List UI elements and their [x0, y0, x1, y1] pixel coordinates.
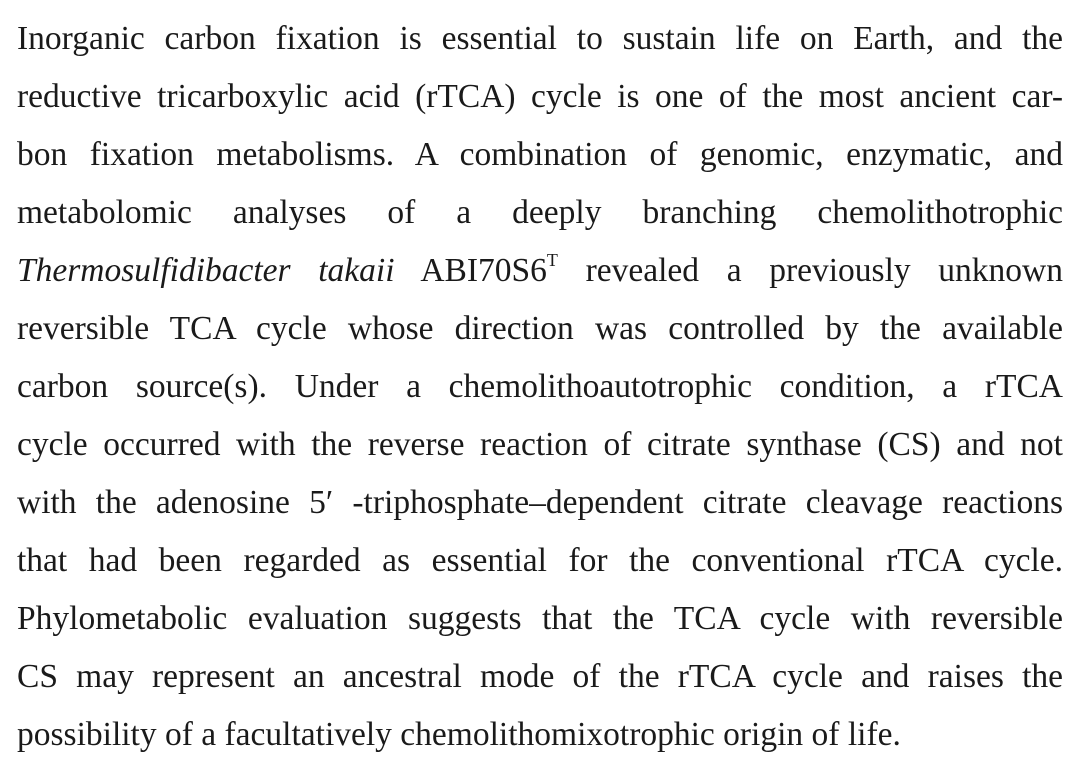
- abstract-paragraph: [17, 10, 1063, 764]
- type-strain-superscript: T: [546, 250, 558, 270]
- abstract-line: cycle occurred with the reverse reaction of citrate synthase (CS) and not: [17, 426, 1063, 463]
- abstract-line: CS may represent an ancestral mode of the rTCA cycle and raises the: [17, 658, 1063, 695]
- abstract-line: Inorganic carbon fixation is essential to sustain life on Earth, and the: [17, 20, 1063, 57]
- abstract-line-text: revealed a previously unknown: [585, 252, 1063, 289]
- abstract-line: reversible TCA cycle whose direction was controlled by the available: [17, 310, 1063, 347]
- abstract-line: [17, 242, 1063, 300]
- strain-name: ABI70S6: [420, 252, 547, 289]
- species-name: Thermosulfidibacter takaii: [17, 252, 395, 289]
- abstract-line: with the adenosine 5′ -triphosphate–dependent citrate cleavage reactions: [17, 484, 1063, 521]
- abstract-line: bon fixation metabolisms. A combination of genomic, enzymatic, and: [17, 136, 1063, 173]
- abstract-line: that had been regarded as essential for the conventional rTCA cycle.: [17, 542, 1063, 579]
- abstract-line: metabolomic analyses of a deeply branching chemolithotrophic: [17, 194, 1063, 231]
- abstract-line: Phylometabolic evaluation suggests that the TCA cycle with reversible: [17, 600, 1063, 637]
- abstract-line: carbon source(s). Under a chemolithoautotrophic condition, a rTCA: [17, 368, 1063, 405]
- abstract-line: possibility of a facultatively chemolithomixotrophic origin of life.: [17, 716, 901, 753]
- abstract-line: reductive tricarboxylic acid (rTCA) cycle is one of the most ancient car-: [17, 78, 1063, 115]
